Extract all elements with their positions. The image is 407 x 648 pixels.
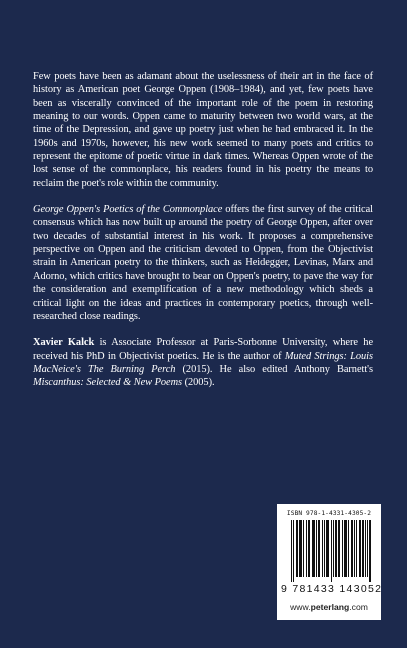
isbn-label: ISBN 978-1-4331-4305-2 [286, 510, 372, 517]
barcode-number: 9 781433 143052 [281, 583, 383, 595]
barcode-bar [352, 520, 353, 577]
website-brand: peterlang [310, 602, 350, 612]
author-bio-text: (2015). He also edited Anthony Barnett's [175, 363, 373, 375]
author-bio-text: (2005). [182, 377, 215, 389]
barcode-bar [293, 520, 294, 582]
barcode-bar [351, 520, 352, 577]
barcode-bar [345, 520, 346, 577]
barcode-bar [339, 520, 340, 577]
barcode-bar [359, 520, 360, 577]
barcode-panel [277, 504, 381, 620]
barcode-bar [303, 520, 304, 577]
summary-paragraph [33, 203, 373, 323]
summary-text: offers the first survey of the critical consensus which has now built up around the poetry of George Oppen, after over two decades of substantial interest in his work. It proposes a comprehensive perspective on Oppen and the criticism devoted to Oppen, from the Objectivist strain in American poetry to the thinkers, such as Heidegger, Levinas, Marx and Adorno, which critics have brought to bear on Oppen's poetry, to pave the way for the consideration and exemplification of a new methodology which sheds a critical light on the ideas and practices in contemporary poetics, through well-researched close readings. [33, 204, 373, 322]
barcode-bar [348, 520, 349, 577]
barcode-bar [318, 520, 319, 577]
barcode-bar [344, 520, 345, 577]
barcode-bar [301, 520, 302, 577]
barcode-bar [336, 520, 337, 577]
barcode-bar [362, 520, 363, 577]
barcode-bar [319, 520, 320, 577]
barcode-bar [346, 520, 347, 577]
barcode-bar [369, 520, 370, 582]
barcode-bar [356, 520, 357, 577]
barcode-bar [333, 520, 334, 577]
blurb-text [33, 70, 373, 390]
barcode-bar [331, 520, 332, 582]
barcode-bar [296, 520, 297, 577]
barcode-bar [328, 520, 329, 577]
barcode-bar [314, 520, 315, 577]
description-paragraph: Few poets have been as adamant about the uselessness of their art in the face of history as American poet George Oppen (1908–1984), and yet, few poets have been as viscerally convinced of the important role of the poem in restoring meaning to our words. Oppen came to maturity between two world wars, at the time of the Depression, and gave up poetry just when he had embraced it. In the 1960s and 1970s, however, his new work seemed to many poets and critics to represent the epitome of poetic virtue in dark times. Whereas Oppen wrote of the lost sense of the commonplace, his readers found in his poetry the means to reclaim the poet's role within the community. [33, 71, 373, 189]
barcode-bar [322, 520, 323, 577]
barcode-bar [342, 520, 343, 577]
barcode-bar [365, 520, 366, 577]
barcode-bar [326, 520, 327, 577]
website-prefix: www. [290, 602, 311, 612]
barcode-bar [291, 520, 292, 582]
book-title: George Oppen's Poetics of the Commonplace [33, 204, 223, 216]
barcode-bar [360, 520, 361, 577]
barcode-bar [316, 520, 317, 577]
author-book-title: Muted Strings: Louis MacNeice's The Burning Perch [33, 350, 374, 375]
publisher-website [277, 602, 381, 612]
barcode-bar [299, 520, 300, 577]
barcode-bar [297, 520, 298, 577]
barcode-bar [327, 520, 328, 577]
edited-book-title: Miscanthus: Selected & New Poems [33, 377, 183, 389]
author-bio-text: is Associate Professor at Paris-Sorbonne University, where he received his PhD in Objectivist poetics. He is the author of [33, 337, 374, 362]
barcode-image [291, 520, 371, 582]
author-bio [33, 336, 373, 389]
barcode-bar [370, 520, 371, 582]
barcode-bar [309, 520, 310, 577]
barcode-bar [363, 520, 364, 577]
barcode-bar [312, 520, 313, 577]
barcode-bar [324, 520, 325, 577]
barcode-bar [308, 520, 309, 577]
barcode-bar [367, 520, 368, 577]
barcode-bar [335, 520, 336, 577]
barcode-bar [306, 520, 307, 577]
barcode-bar [338, 520, 339, 577]
author-name: Xavier Kalck [33, 337, 95, 349]
barcode-bar [313, 520, 314, 577]
barcode-bar [300, 520, 301, 577]
barcode-bar [354, 520, 355, 577]
website-suffix: .com [349, 602, 368, 612]
